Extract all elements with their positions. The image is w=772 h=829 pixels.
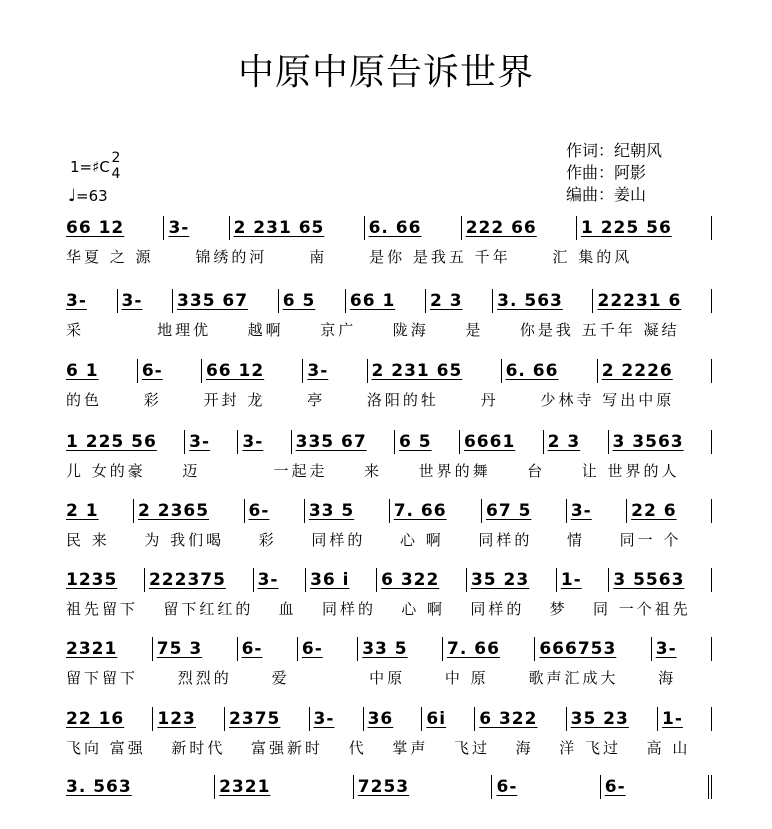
- measure: 33 5: [305, 499, 390, 523]
- measure: 6-: [298, 637, 358, 661]
- lyric-segment: 汇 集的风: [552, 248, 633, 266]
- lyric-segment: 烈烈的: [177, 669, 232, 687]
- measure: 2 2226: [598, 359, 712, 383]
- lyric-segment: 世界的舞: [418, 462, 491, 480]
- score-system: [62, 357, 712, 411]
- notation-line: [62, 635, 712, 661]
- measure: 3-: [238, 430, 291, 454]
- lyric-segment: 海: [515, 739, 534, 757]
- measure: 7. 66: [390, 499, 482, 523]
- notation-line: [62, 428, 712, 454]
- lyric-segment: 来: [364, 462, 383, 480]
- tempo-marking: [68, 186, 108, 206]
- notation-line: [62, 214, 712, 240]
- score-system: [62, 773, 712, 827]
- lyric-segment: 飞向 富强: [66, 739, 146, 757]
- time-signature: [110, 150, 122, 182]
- measure: 3-: [164, 216, 229, 240]
- lyrics-line: [62, 529, 712, 551]
- measure: 67 5: [482, 499, 567, 523]
- measure: 2 2365: [134, 499, 245, 523]
- lyric-segment: 陇海: [392, 321, 429, 339]
- measure: 6 5: [395, 430, 460, 454]
- quarter-note-icon: ♩: [68, 186, 77, 206]
- lyric-segment: 同样的: [478, 531, 533, 549]
- measure: 7253: [354, 775, 493, 799]
- measure: 3-: [567, 499, 627, 523]
- measure: 22 16: [62, 707, 153, 731]
- measure: 6 5: [279, 289, 346, 313]
- lyric-segment: 彩: [258, 531, 277, 549]
- lyric-segment: 海: [658, 669, 677, 687]
- lyric-segment: 是你 是我五 千年: [369, 248, 511, 266]
- lyric-segment: 同一 个: [619, 531, 682, 549]
- score-system: [62, 705, 712, 759]
- score-system: [62, 214, 712, 268]
- measure: 2 3: [426, 289, 493, 313]
- credits: [566, 140, 662, 206]
- lyric-segment: 洋 飞过: [559, 739, 622, 757]
- lyric-segment: 心 啊: [400, 531, 444, 549]
- lyrics-line: [62, 460, 712, 482]
- lyric-segment: 亭: [307, 391, 326, 409]
- tempo-value: =63: [76, 187, 108, 205]
- measure: 3-: [254, 568, 307, 592]
- measure: 3-: [185, 430, 238, 454]
- lyric-segment: 留下红红的: [163, 600, 254, 618]
- lyric-segment: 让 世界的人: [581, 462, 680, 480]
- measure: 7. 66: [443, 637, 535, 661]
- measure: 222375: [145, 568, 254, 592]
- lyric-segment: 爱: [271, 669, 290, 687]
- arranger: 编曲：姜山: [566, 185, 647, 204]
- measure: 22 6: [627, 499, 712, 523]
- measure: 3 3563: [609, 430, 712, 454]
- lyric-segment: 采: [66, 321, 85, 339]
- score-system: [62, 287, 712, 341]
- notation-line: [62, 566, 712, 592]
- lyric-segment: [670, 246, 712, 268]
- lyric-segment: 富强新时: [251, 739, 324, 757]
- lyric-segment: 飞过: [453, 739, 490, 757]
- time-top: 2: [111, 150, 121, 166]
- score-system: [62, 428, 712, 482]
- notation-line: [62, 287, 712, 313]
- lyrics-line: [62, 667, 712, 689]
- measure: 6. 66: [502, 359, 598, 383]
- notation-line: [62, 773, 712, 799]
- lyric-segment: 民 来: [66, 531, 110, 549]
- lyric-segment: 越啊: [247, 321, 284, 339]
- lyric-segment: 为 我们喝: [144, 531, 225, 549]
- notation-line: [62, 357, 712, 383]
- lyric-segment: 歌声汇成大: [528, 669, 619, 687]
- notation-line: [62, 705, 712, 731]
- measure: 2321: [215, 775, 354, 799]
- measure: 3-: [62, 289, 118, 313]
- lyric-segment: 的色: [66, 391, 103, 409]
- measure: 123: [153, 707, 225, 731]
- measure: 6-: [238, 637, 298, 661]
- lyricist: 作词：纪朝风: [566, 141, 663, 160]
- measure: 66 12: [62, 216, 164, 240]
- lyric-segment: 丹: [480, 391, 499, 409]
- measure: 6-: [245, 499, 305, 523]
- lyric-segment: 新时代: [171, 739, 226, 757]
- lyric-segment: 情: [567, 531, 586, 549]
- measure: 6i: [422, 707, 475, 731]
- score-system: [62, 635, 712, 689]
- measure: 66 12: [202, 359, 303, 383]
- measure: 2 231 65: [230, 216, 365, 240]
- measure: 3-: [310, 707, 364, 731]
- lyric-segment: 少林寺 写出中原: [540, 391, 675, 409]
- lyric-segment: 中原: [369, 669, 406, 687]
- lyrics-line: [62, 598, 712, 620]
- measure: 6 322: [377, 568, 467, 592]
- measure: 2 3: [544, 430, 609, 454]
- measure: 36 i: [306, 568, 377, 592]
- measure: 66 1: [346, 289, 426, 313]
- lyric-segment: 心 啊: [401, 600, 446, 618]
- measure: 33 5: [358, 637, 443, 661]
- lyric-segment: 高 山: [646, 739, 691, 757]
- lyric-segment: 南: [309, 248, 328, 266]
- measure: 35 23: [467, 568, 557, 592]
- measure: 6 1: [62, 359, 138, 383]
- lyric-segment: 地理优: [157, 321, 212, 339]
- measure: 3-: [303, 359, 367, 383]
- lyric-segment: 迈: [182, 462, 201, 480]
- measure: 3. 563: [62, 775, 215, 799]
- lyric-segment: 代: [348, 739, 367, 757]
- measure: 6. 66: [365, 216, 462, 240]
- lyric-segment: [582, 805, 712, 827]
- measure: 2 231 65: [368, 359, 502, 383]
- lyric-segment: 中 原: [444, 669, 489, 687]
- measure: 3 5563: [609, 568, 712, 592]
- measure: 335 67: [292, 430, 395, 454]
- lyrics-line: [62, 389, 712, 411]
- measure: 3-: [652, 637, 712, 661]
- measure: 6-: [138, 359, 202, 383]
- lyrics-line: [62, 246, 712, 268]
- measure: 2375: [225, 707, 309, 731]
- lyric-segment: 掌声: [392, 739, 429, 757]
- lyric-segment: 华夏 之 源: [66, 248, 154, 266]
- measure: 22231 6: [593, 289, 712, 313]
- measure: 1235: [62, 568, 145, 592]
- lyric-segment: 儿 女的豪: [66, 462, 146, 480]
- measure: 6 322: [475, 707, 566, 731]
- lyric-segment: [62, 805, 192, 827]
- lyric-segment: 梦: [549, 600, 568, 618]
- lyric-segment: [325, 667, 365, 689]
- measure: 6-: [492, 775, 600, 799]
- measure: 1-: [658, 707, 712, 731]
- lyric-segment: 同样的: [311, 531, 366, 549]
- measure: 36: [364, 707, 423, 731]
- measure: 2321: [62, 637, 153, 661]
- measure: 335 67: [173, 289, 279, 313]
- lyric-segment: 同样的: [321, 600, 376, 618]
- lyrics-line: [62, 805, 712, 827]
- measure: 6661: [460, 430, 544, 454]
- lyric-segment: 台: [527, 462, 546, 480]
- measure: 1 225 56: [577, 216, 712, 240]
- lyric-segment: [192, 805, 322, 827]
- measure: 1 225 56: [62, 430, 185, 454]
- composer: 作曲：阿影: [566, 163, 647, 182]
- lyric-segment: 祖先留下: [66, 600, 139, 618]
- measure: 35 23: [567, 707, 658, 731]
- measure: 75 3: [153, 637, 238, 661]
- lyric-segment: 留下留下: [66, 669, 139, 687]
- time-bottom: 4: [111, 166, 121, 182]
- lyric-segment: 京广: [320, 321, 357, 339]
- lyric-segment: 彩: [143, 391, 162, 409]
- lyric-segment: [452, 805, 582, 827]
- lyric-segment: [233, 460, 270, 482]
- lyric-segment: 血: [278, 600, 297, 618]
- lyric-segment: 洛阳的牡: [366, 391, 439, 409]
- lyric-segment: 是: [465, 321, 484, 339]
- key-signature: 1=♯C: [70, 158, 110, 176]
- lyric-segment: [117, 319, 154, 341]
- score-system: [62, 566, 712, 620]
- score-system: [62, 497, 712, 551]
- measure: 3-: [118, 289, 174, 313]
- lyric-segment: [322, 805, 452, 827]
- lyric-segment: 同样的: [470, 600, 525, 618]
- measure: 222 66: [462, 216, 577, 240]
- measure: 3. 563: [493, 289, 593, 313]
- lyrics-line: [62, 737, 712, 759]
- lyric-segment: 锦绣的河: [195, 248, 268, 266]
- measure: 1-: [557, 568, 610, 592]
- measure: 6-: [601, 775, 712, 799]
- song-title: 中原中原告诉世界: [237, 52, 534, 93]
- measure: 666753: [535, 637, 651, 661]
- lyric-segment: 开封 龙: [203, 391, 266, 409]
- lyric-segment: 你是我 五千年 凝结: [519, 321, 680, 339]
- lyrics-line: [62, 319, 712, 341]
- lyric-segment: 同 一个祖先: [592, 600, 691, 618]
- notation-line: [62, 497, 712, 523]
- lyric-segment: 一起走: [273, 462, 328, 480]
- measure: 2 1: [62, 499, 134, 523]
